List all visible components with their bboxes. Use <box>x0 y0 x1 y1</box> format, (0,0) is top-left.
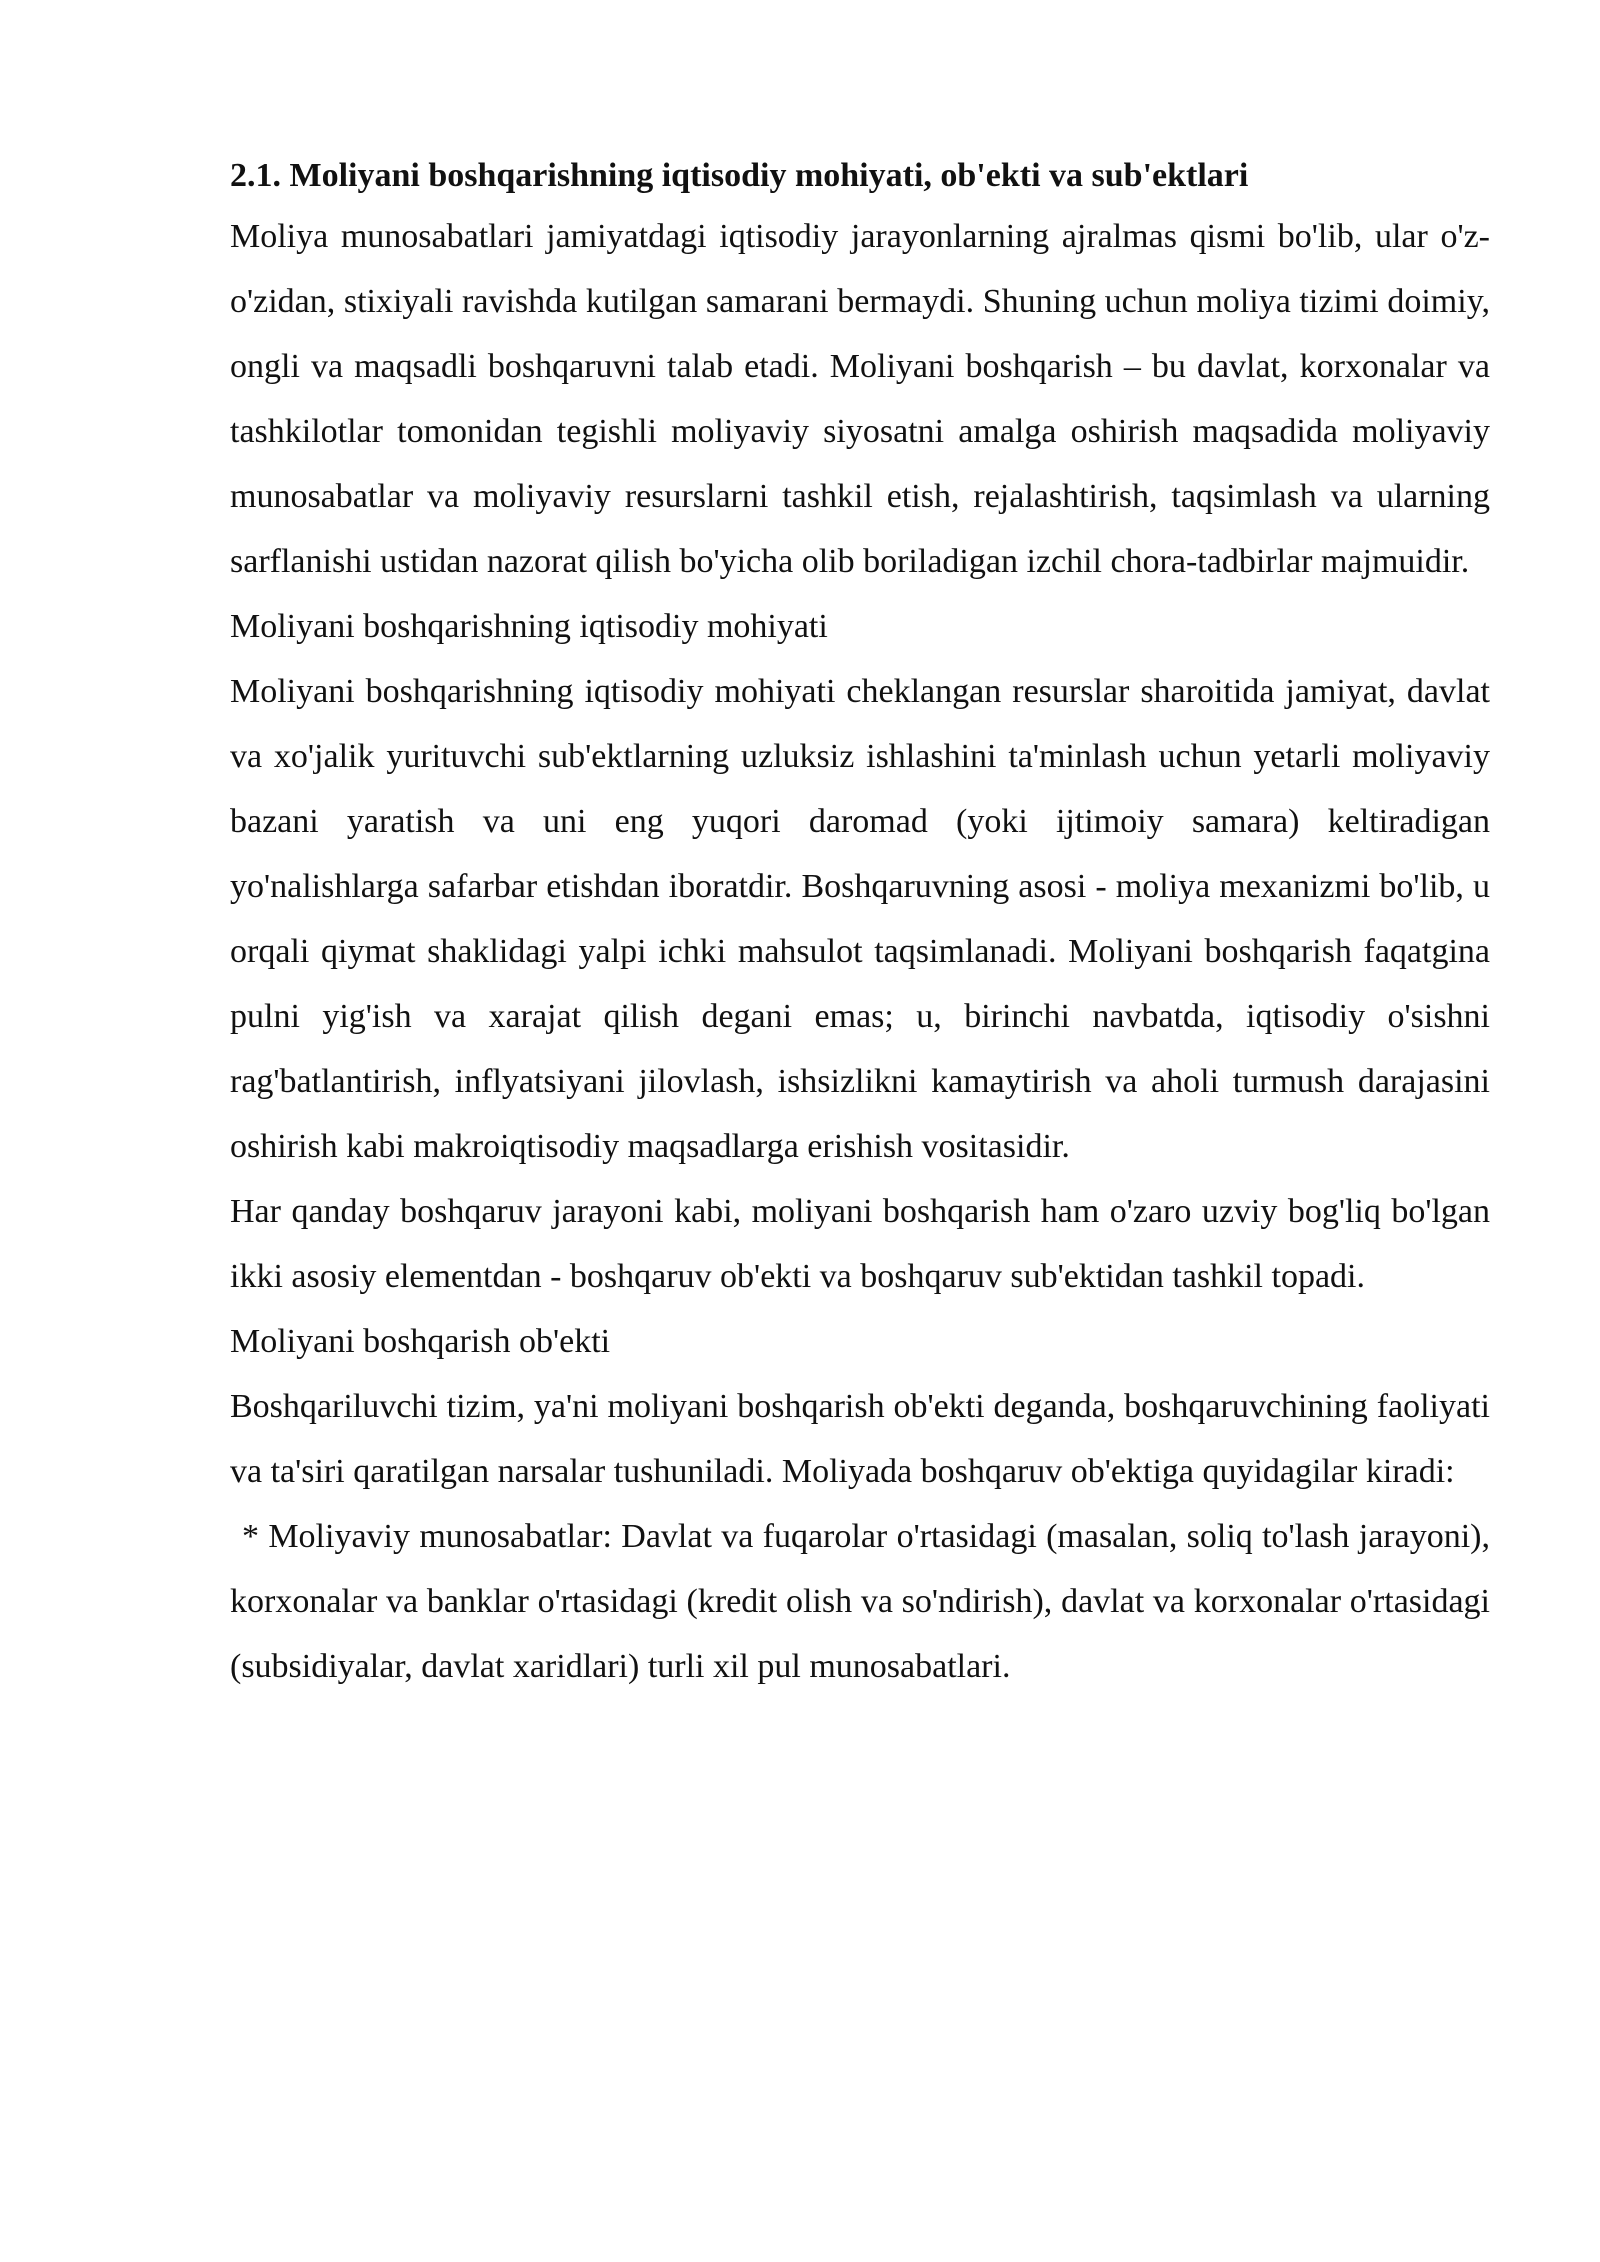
subheading-management-object: Moliyani boshqarish ob'ekti <box>230 1323 611 1360</box>
paragraph-elements: Har qanday boshqaruv jarayoni kabi, moliyani boshqarish ham o'zaro uzviy bog'liq bo'lgan ikki asosiy elementdan - boshqaruv ob'ekti va boshqaruv sub'ektidan tashkil topadi. <box>230 1193 1490 1295</box>
paragraph-management-object: Boshqariluvchi tizim, ya'ni moliyani boshqarish ob'ekti deganda, boshqaruvchining faoliyati va ta'siri qaratilgan narsalar tushuniladi. Moliyada boshqaruv ob'ektiga quyidagilar kiradi: <box>230 1388 1490 1490</box>
section-title: 2.1. Moliyani boshqarishning iqtisodiy mohiyati, ob'ekti va sub'ektlari <box>230 157 1249 194</box>
subheading-economic-essence: Moliyani boshqarishning iqtisodiy mohiyati <box>230 608 828 645</box>
document-page <box>230 148 1490 1699</box>
bullet-financial-relations: * Moliyaviy munosabatlar: Davlat va fuqarolar o'rtasidagi (masalan, soliq to'lash jarayoni), korxonalar va banklar o'rtasidagi (kredit olish va so'ndirish), davlat va korxonalar o'rtasidagi (subsidiyalar, davlat xaridlari) turli xil pul munosabatlari. <box>230 1518 1490 1685</box>
paragraph-intro: Moliya munosabatlari jamiyatdagi iqtisodiy jarayonlarning ajralmas qismi bo'lib, ular o'z-o'zidan, stixiyali ravishda kutilgan samarani bermaydi. Shuning uchun moliya tizimi doimiy, ongli va maqsadli boshqaruvni talab etadi. Moliyani boshqarish – bu davlat, korxonalar va tashkilotlar tomonidan tegishli moliyaviy siyosatni amalga oshirish maqsadida moliyaviy munosabatlar va moliyaviy resurslarni tashkil etish, rejalashtirish, taqsimlash va ularning sarflanishi ustidan nazorat qilish bo'yicha olib boriladigan izchil chora-tadbirlar majmuidir. <box>230 218 1490 580</box>
paragraph-economic-essence: Moliyani boshqarishning iqtisodiy mohiyati cheklangan resurslar sharoitida jamiyat, davlat va xo'jalik yurituvchi sub'ektlarning uzluksiz ishlashini ta'minlash uchun yetarli moliyaviy bazani yaratish va uni eng yuqori daromad (yoki ijtimoiy samara) keltiradigan yo'nalishlarga safarbar etishdan iboratdir. Boshqaruvning asosi - moliya mexanizmi bo'lib, u orqali qiymat shaklidagi yalpi ichki mahsulot taqsimlanadi. Moliyani boshqarish faqatgina pulni yig'ish va xarajat qilish degani emas; u, birinchi navbatda, iqtisodiy o'sishni rag'batlantirish, inflyatsiyani jilovlash, ishsizlikni kamaytirish va aholi turmush darajasini oshirish kabi makroiqtisodiy maqsadlarga erishish vositasidir. <box>230 673 1490 1165</box>
